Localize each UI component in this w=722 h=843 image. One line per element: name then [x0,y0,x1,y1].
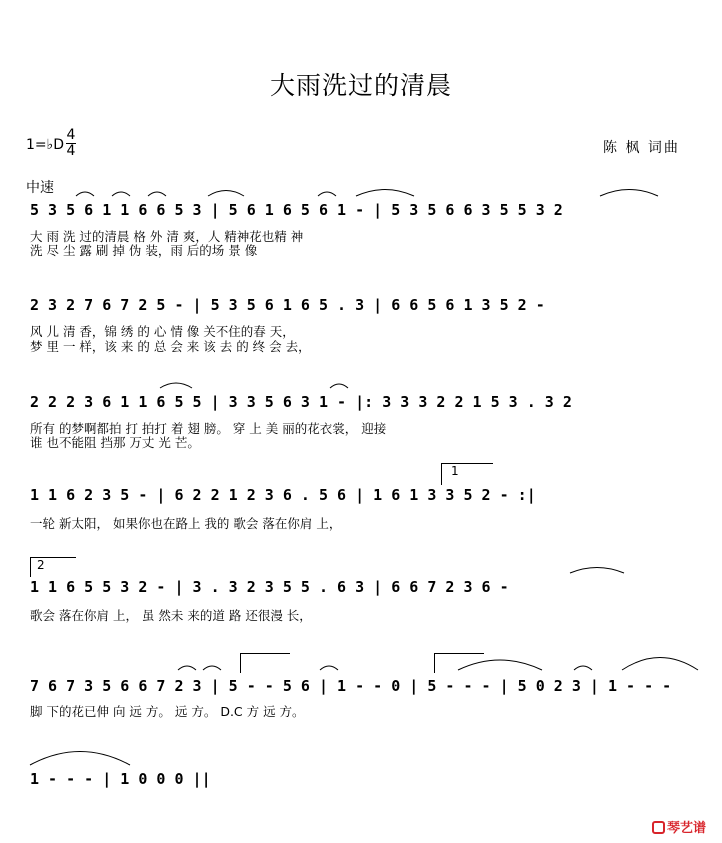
score-row-2-notes: 2 3 2 7 6 7 2 5 - | 5 3 5 6 1 6 5 . 3 | 6 6 5 6 1 3 5 2 - [30,296,545,314]
volta-2-label: 2 [37,558,45,572]
score-row-3-lyrics-1: 所有 的梦啊都拍 打 拍打 着 翅 膀。 穿 上 美 丽的花衣裳， 迎接 [30,421,387,436]
watermark-logo [652,817,706,836]
score-row-1-lyrics-1: 大 雨 洗 过的清晨 格 外 清 爽，人 精神花也精 神 [30,229,304,244]
score-row-6-lyrics-1: 脚 下的花已伸 向 远 方。 远 方。 D.C 方 远 方。 [30,704,305,719]
score-row-2-lyrics-2: 梦 里 一 样，该 来 的 总 会 来 该 去 的 终 会 去， [30,339,311,354]
logo-mark-icon [652,821,665,834]
score-row-6-notes: 7 6 7 3 5 6 6 7 2 3 | 5 - - 5 6 | 1 - - 0 | 5 - - - | 5 0 2 3 | 1 - - - [30,677,672,695]
tempo-marking: 中速 [26,180,54,196]
page-title: 大雨洗过的清晨 [269,71,452,100]
score-row-4-lyrics-1: 一轮 新太阳， 如果你也在路上 我的 歌会 落在你肩 上， [30,516,342,531]
score-row-5-lyrics-1: 歌会 落在你肩 上， 虽 然未 来的道 路 还很漫 长， [30,608,312,623]
score-row-2-lyrics-1: 风 儿 清 香，锦 绣 的 心 情 像 关不住的春 天， [30,324,295,339]
score-row-1-lyrics-2: 洗 尽 尘 露 刷 掉 伪 装，雨 后的场 景 像 [30,243,258,258]
volta-1-label: 1 [451,464,459,478]
time-signature-bottom: 4 [66,143,76,159]
score-row-7-notes: 1 - - - | 1 0 0 0 || [30,770,211,788]
credit: 陈 枫 词曲 [603,140,680,156]
key-signature: 1=♭D [26,137,65,153]
score-row-1-notes: 5 3 5 6 1 1 6 6 5 3 | 5 6 1 6 5 6 1 - | 5 3 5 6 6 3 5 5 3 2 [30,201,563,219]
score-row-4-notes: 1 1 6 2 3 5 - | 6 2 2 1 2 3 6 . 5 6 | 1 6 1 3 3 5 2 - :| [30,486,536,504]
score-row-3-lyrics-2: 谁 也不能阻 挡那 万丈 光 芒。 [30,435,200,450]
watermark-text: 琴艺谱 [667,821,707,836]
time-signature-top: 4 [66,127,76,143]
score-row-3-notes: 2 2 2 3 6 1 1 6 5 5 | 3 3 5 6 3 1 - |: 3 3 3 2 2 1 5 3 . 3 2 [30,393,572,411]
score-row-5-notes: 1 1 6 5 5 3 2 - | 3 . 3 2 3 5 5 . 6 3 | 6 6 7 2 3 6 - [30,578,509,596]
